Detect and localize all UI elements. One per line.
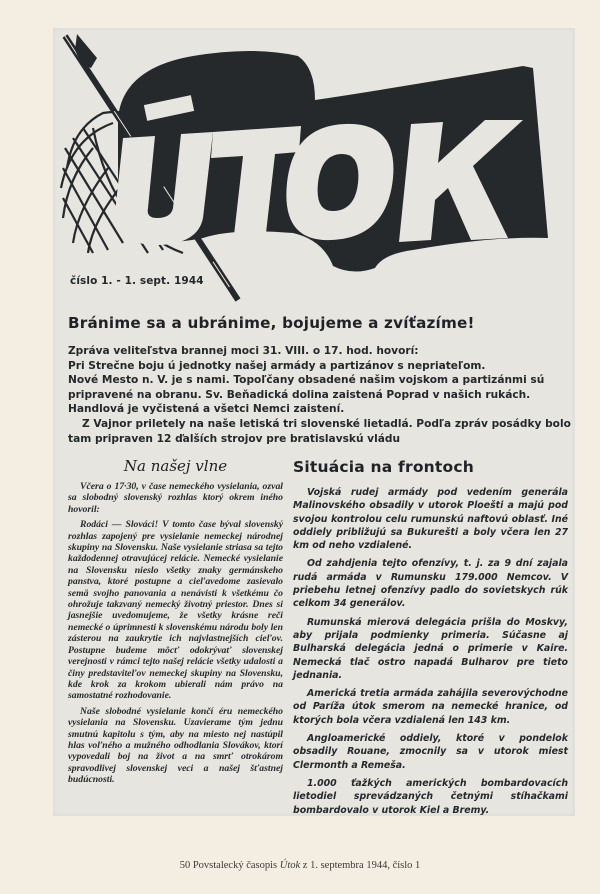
article-paragraph: Naše slobodné vysielanie končí éru nemeckého vysielania na Slovensku. Uzavierame tým jednu smutnú kapitolu s tým, aby na miesto nej nastúpil hlas voľného a mužného odhodlania Slovákov, ktorí vypovedali boj na život a na smrť otrokárom spravodlivej slovenskej veci a našej šťastnej budúcnosti. <box>68 705 283 786</box>
bulletin-paragraph: Pri Strečne boju ú jednotky našej armády a partizánov s nepriateľom. <box>68 359 486 372</box>
masthead <box>53 28 575 308</box>
article-paragraph: Včera o 17·30, v čase nemeckého vysielania, ozval sa slobodný slovenský rozhlas ktorý okrem iného hovoril: <box>68 481 283 515</box>
page-caption <box>0 860 600 871</box>
caption-title: Útok <box>279 860 301 871</box>
article-paragraph: Od zahdjenia tejto ofenzívy, t. j. za 9 dní zajala rudá armáda v Rumunsku 179.000 Nemcov. V priebehu letnej ofenzívy padlo do sovietskych rúk celkom 34 generálov. <box>293 558 568 610</box>
article-title: Situácia na frontoch <box>293 458 474 476</box>
article-paragraph: Rumunská mierová delegácia prišla do Moskvy, aby prijala podmienky primeria. Súčasne aj Bulharská delegácia jedná o primerie v Kaire. Nemecká tlač ostro napadá Bulharov pre tieto jednania. <box>293 616 568 681</box>
caption-prefix: Povstalecký časopis <box>192 860 278 871</box>
bulletin-intro: Zpráva veliteľstva brannej moci 31. VIII. o 17. hod. hovorí: <box>68 345 419 357</box>
caption-suffix: z 1. septembra 1944, číslo 1 <box>302 860 421 871</box>
article-na-nasej-vlne <box>68 457 283 790</box>
article-title: Na našej vlne <box>123 457 228 475</box>
flag-with-pen-illustration <box>53 28 575 308</box>
page-number: 50 <box>179 860 191 871</box>
pen-nib-icon <box>75 34 97 68</box>
bulletin-paragraph: Z Vajnor priletely na naše letiská tri slovenské lietadlá. Podľa zpráv posádky bolo tam pripraven 12 ďalších strojov pre bratislavskú vládu <box>68 417 571 445</box>
article-paragraph: Rodáci — Slováci! V tomto čase býval slovenský rozhlas zapojený pre vysielanie nemeckej národnej skupiny na Slovensku. Naše vysielanie striasa sa tejto každodennej otravujúcej relácie. Nemecké vysielanie na Slovensku nieslo všetky znaky germánskeho panstva, ktoré postupne a cieľavedome zasievalo semä svojho panovania a nenávisti k všetkému čo ohrožuje takzvaný nemecký životný priestor. Dnes si jasnejšie uvedomujeme, že všetky krásne reči nemecké o úprimnesti k slovenskému národu boly len zásterou na zaukrytie ich najvlastnejších cieľov. Postupne budeme môcť odokrývať slovenskej verejnosti v rámci tejto našej relácie všetky udalosti a činy predstaviteľov nemeckej skupiny na Slovensku, kde krok za krokom ubierali nám právo na samostatné rozhodovanie. <box>68 519 283 702</box>
article-situacia-na-frontoch <box>293 458 568 822</box>
article-paragraph: Americká tretia armáda zahájila severovýchodne od Paríža útok smerom na nemecké hranice, od ktorých bola včera vzdialená len 143 km. <box>293 688 568 726</box>
bulletin-paragraph: Nové Mesto n. V. je s nami. Topoľčany obsadené našim vojskom a partizánmi sú pripravené na obranu. Sv. Beňadická dolina zaistená Poprad v našich rukách. Handlová je vyčistená a všetci Nemci zaistení. <box>68 374 545 416</box>
article-paragraph: Angloamerické oddiely, ktoré v pondelok obsadily Rouane, zmocnily sa v utorok miest Clermonth a Remeša. <box>293 733 568 771</box>
main-headline: Bránime sa a ubránime, bojujeme a zvíťazíme! <box>68 314 475 332</box>
bulletin-block <box>68 344 574 446</box>
article-paragraph: 1.000 ťažkých amerických bombardovacích lietodiel sprevádzaných četnými stíhačkami bombardovalo v utorok Kiel a Bremy. <box>293 777 568 816</box>
newspaper-scan <box>53 28 575 816</box>
issue-number-date: číslo 1. - 1. sept. 1944 <box>70 275 204 287</box>
article-paragraph: Vojská rudej armády pod vedením generála Malinovského obsadily v utorok Ploešti a majú pod svojou kontrolou celu rumunskú naftovú oblasť. Iné oddiely približujú sa Bukurešti a boly včera len 27 km od neho vzdialené. <box>293 487 568 552</box>
